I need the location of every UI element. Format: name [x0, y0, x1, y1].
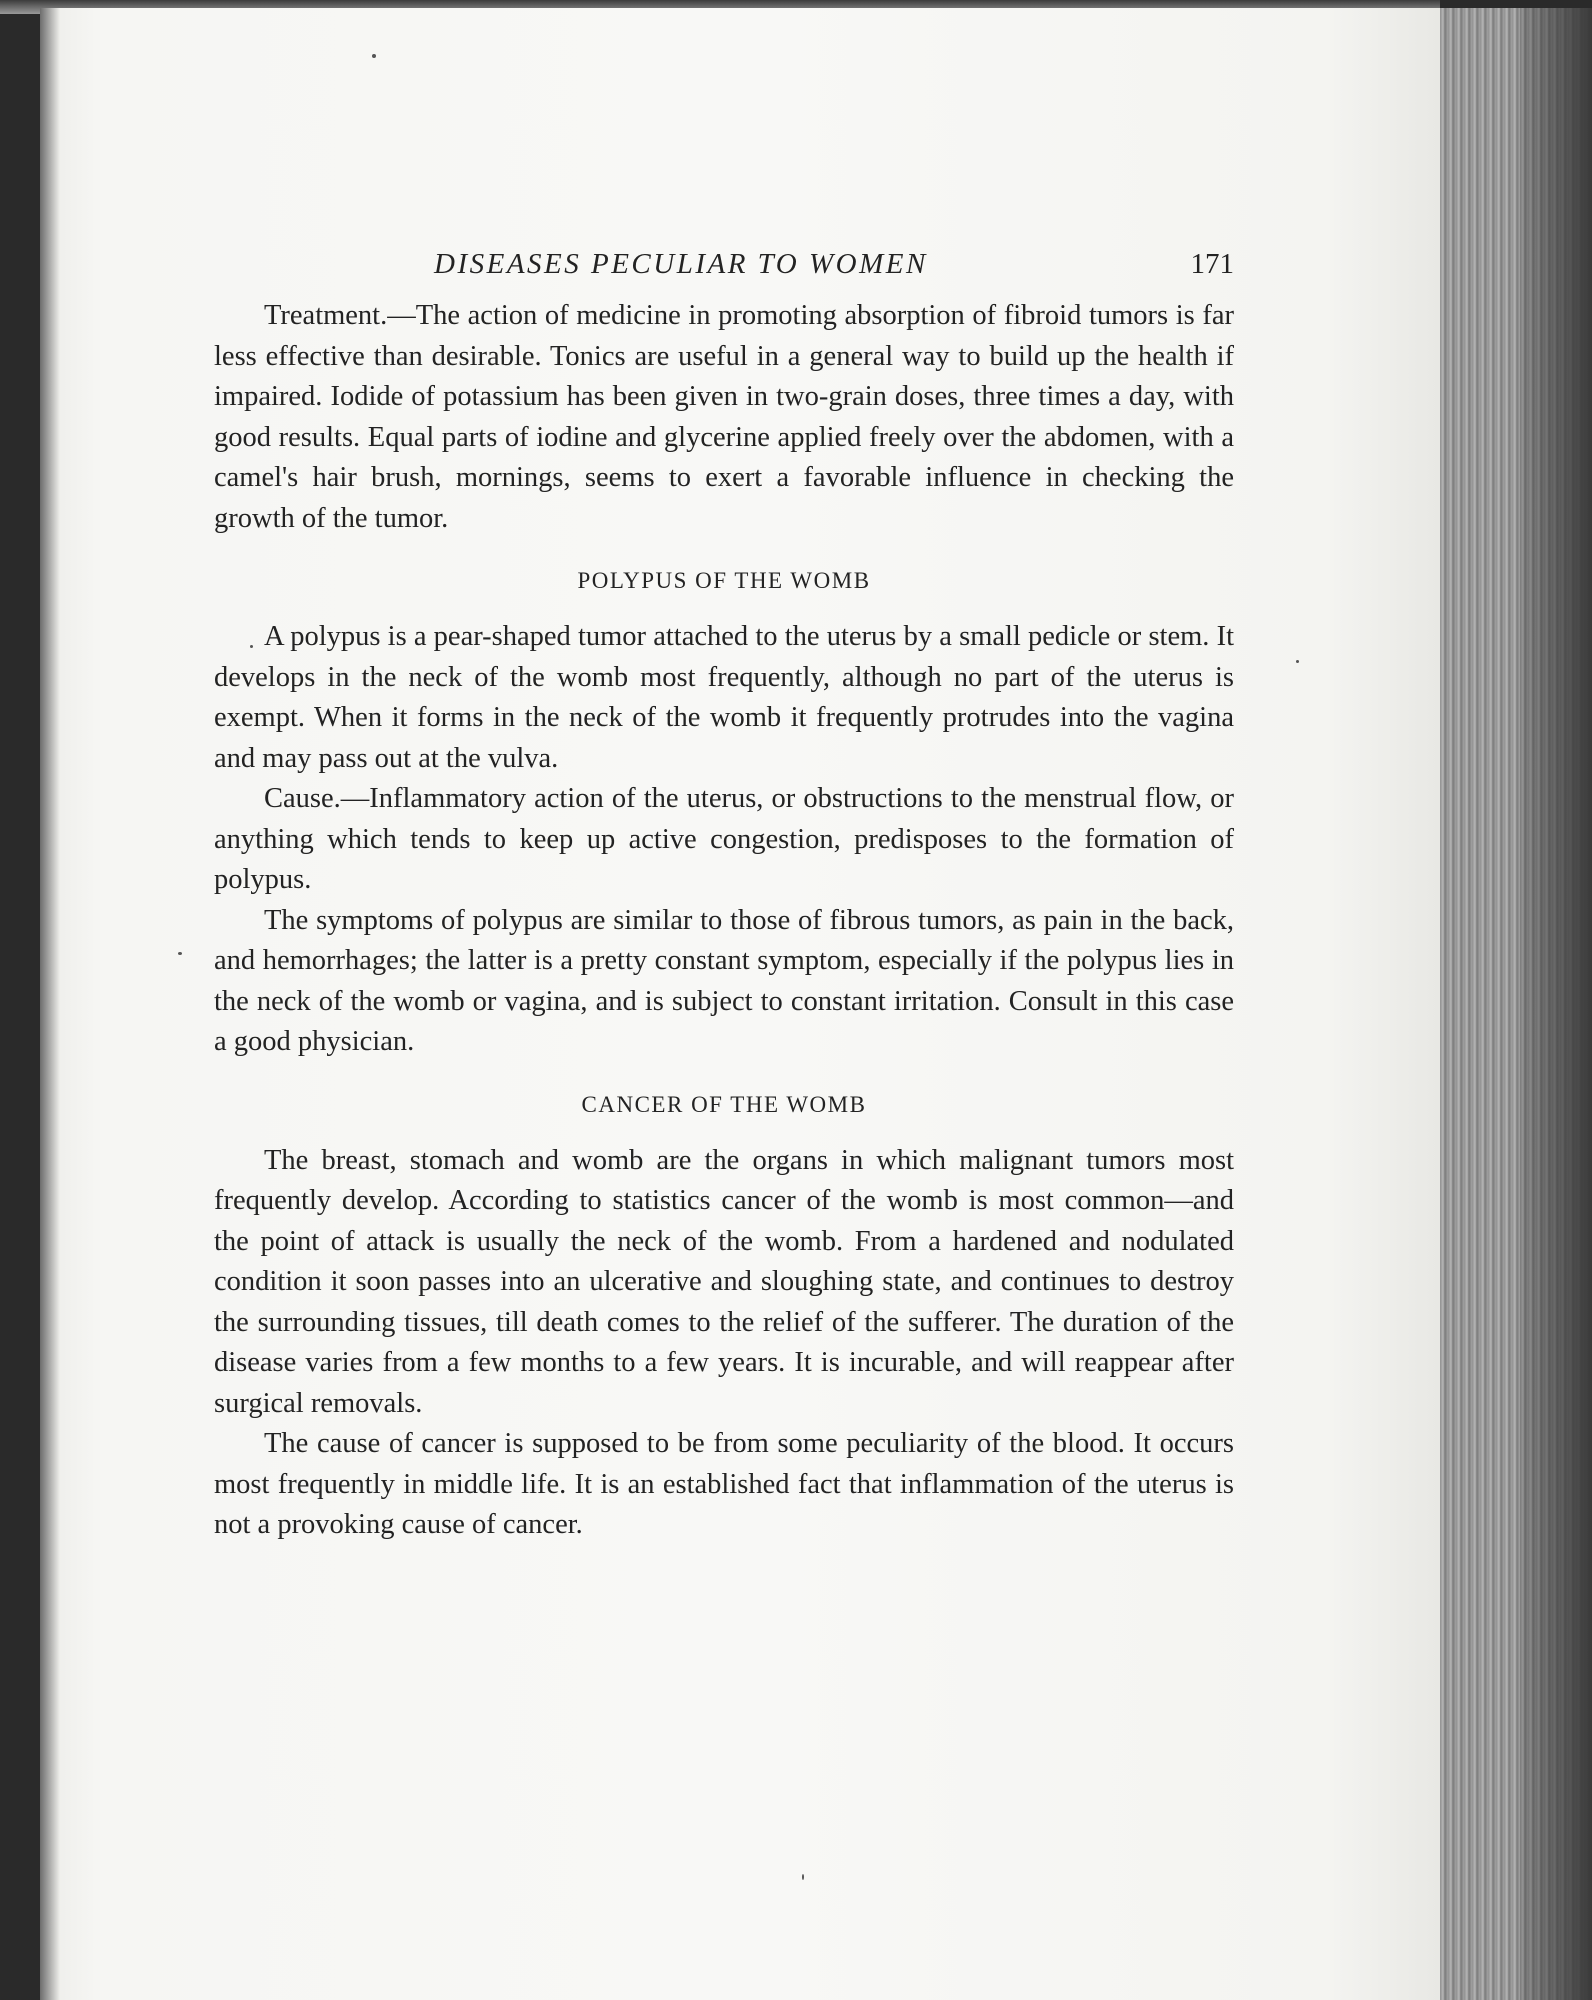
section-heading-polypus: POLYPUS OF THE WOMB — [577, 568, 871, 593]
paragraph-treatment: Treatment.—The action of medicine in promoting absorption of fibroid tumors is far less effective than desirable. Tonics are useful in a general way to build up the health if impaired. Iodide of potassium has been given in two-grain doses, three times a day, with good results. Equal parts of iodine and glycerine applied freely over the abdomen, with a camel's hair brush, mornings, seems to exert a favorable influence in checking the growth of the tumor. — [214, 300, 1234, 534]
section-heading-cancer: CANCER OF THE WOMB — [581, 1091, 867, 1117]
paragraph-polypus-cause: Cause.—Inflammatory action of the uterus, or obstructions to the menstrual flow, or anything which tends to keep up active congestion, predisposes to the formation of polypus. — [214, 783, 1234, 895]
paragraph-polypus-symptoms: The symptoms of polypus are similar to those of fibrous tumors, as pain in the back, and hemorrhages; the latter is a pretty constant symptom, especially if the polypus lies in the neck of the womb or vagina, and is subject to constant irritation. Consult in this case a good physician. — [214, 904, 1234, 1057]
running-head — [214, 240, 1234, 296]
book-cover-edge — [1520, 8, 1592, 2000]
page-number: 171 — [1190, 248, 1234, 280]
print-speck — [802, 1874, 804, 1880]
section-fibroid-treatment — [214, 296, 1234, 539]
gutter-shadow — [40, 8, 60, 2000]
running-title: DISEASES PECULIAR TO WOMEN — [434, 248, 928, 280]
page-text — [214, 240, 1234, 1546]
paragraph-polypus-definition: A polypus is a pear-shaped tumor attached to the uterus by a small pedicle or stem. It develops in the neck of the womb most frequently, although no part of the uterus is exempt. When it forms in the neck of the womb it frequently protrudes into the vagina and may pass out at the vulva. — [214, 621, 1234, 774]
print-speck — [372, 54, 376, 58]
print-speck — [178, 952, 182, 955]
paragraph-cancer-cause: The cause of cancer is supposed to be from some peculiarity of the blood. It occurs most frequently in middle life. It is an established fact that inflammation of the uterus is not a provoking cause of cancer. — [214, 1428, 1234, 1540]
section-polypus — [214, 565, 1234, 1063]
paragraph-cancer-description: The breast, stomach and womb are the organs in which malignant tumors most frequently develop. According to statistics cancer of the womb is most common—and the point of attack is usually the neck of the womb. From a hardened and nodulated condition it soon passes into an ulcerative and sloughing state, and continues to destroy the surrounding tissues, till death comes to the relief of the sufferer. The duration of the disease varies from a few months to a few years. It is incurable, and will reappear after surgical removals. — [214, 1144, 1234, 1419]
section-cancer — [214, 1089, 1234, 1546]
print-speck — [1296, 660, 1299, 663]
